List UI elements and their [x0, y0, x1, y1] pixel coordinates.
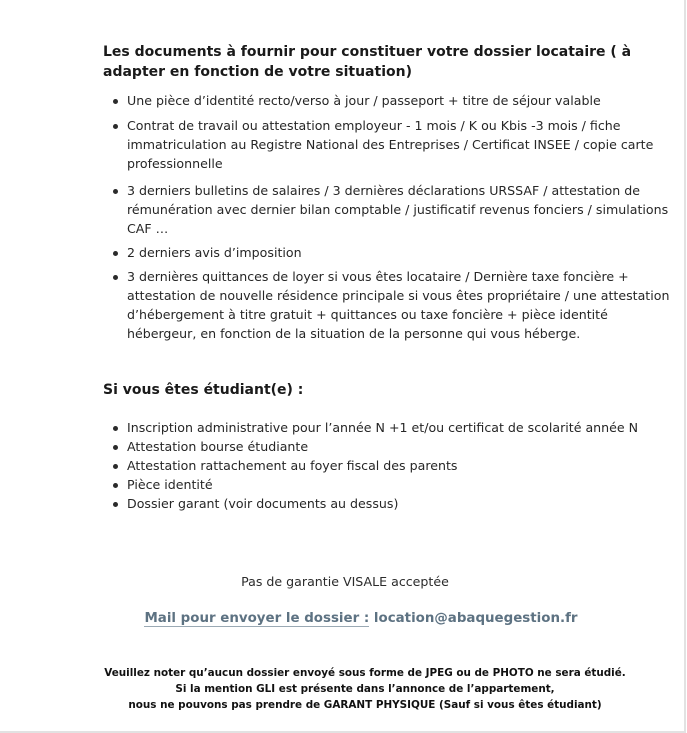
mail-address-link[interactable]: location@abaquegestion.fr	[373, 611, 578, 626]
documents-list	[127, 91, 675, 349]
student-heading: Si vous êtes étudiant(e) :	[103, 382, 304, 398]
list-item: Attestation rattachement au foyer fiscal des parents	[127, 456, 675, 475]
list-item: Une pièce d’identité recto/verso à jour / passeport + titre de séjour valable	[127, 91, 675, 110]
list-item: 3 derniers bulletins de salaires / 3 dernières déclarations URSSAF / attestation de rémunération avec dernier bilan comptable / justificatif revenus fonciers / simulations CAF …	[127, 181, 675, 238]
notice-line: Si la mention GLI est présente dans l’annonce de l’appartement,	[175, 683, 555, 695]
list-item: 3 dernières quittances de loyer si vous êtes locataire / Dernière taxe foncière + attestation de nouvelle résidence principale si vous êtes propriétaire / une attestation d’hébergement à titre gratuit + quittances ou taxe foncière + pièce identité hébergeur, en fonction de la situation de la personne qui vous héberge.	[127, 267, 675, 343]
documents-heading: Les documents à fournir pour constituer votre dossier locataire ( à adapter en fonction de votre situation)	[103, 44, 632, 80]
list-item: Contrat de travail ou attestation employeur - 1 mois / K ou Kbis -3 mois / fiche immatriculation au Registre National des Entreprises / Certificat INSEE / copie carte professionnelle	[127, 116, 675, 173]
notice-line: Veuillez noter qu’aucun dossier envoyé sous forme de JPEG ou de PHOTO ne sera étudié.	[104, 667, 626, 679]
list-item: Attestation bourse étudiante	[127, 437, 675, 456]
mail-line	[0, 609, 687, 629]
notice-line: nous ne pouvons pas prendre de GARANT PHYSIQUE (Sauf si vous êtes étudiant)	[128, 699, 602, 711]
notice-text	[0, 665, 687, 713]
list-item: Dossier garant (voir documents au dessus)	[127, 494, 675, 513]
list-item: Inscription administrative pour l’année N +1 et/ou certificat de scolarité année N	[127, 418, 675, 437]
student-documents-list	[127, 418, 675, 513]
mail-label: Mail pour envoyer le dossier :	[144, 611, 370, 626]
visale-note: Pas de garantie VISALE acceptée	[241, 574, 449, 589]
list-item: Pièce identité	[127, 475, 675, 494]
list-item: 2 derniers avis d’imposition	[127, 243, 675, 262]
